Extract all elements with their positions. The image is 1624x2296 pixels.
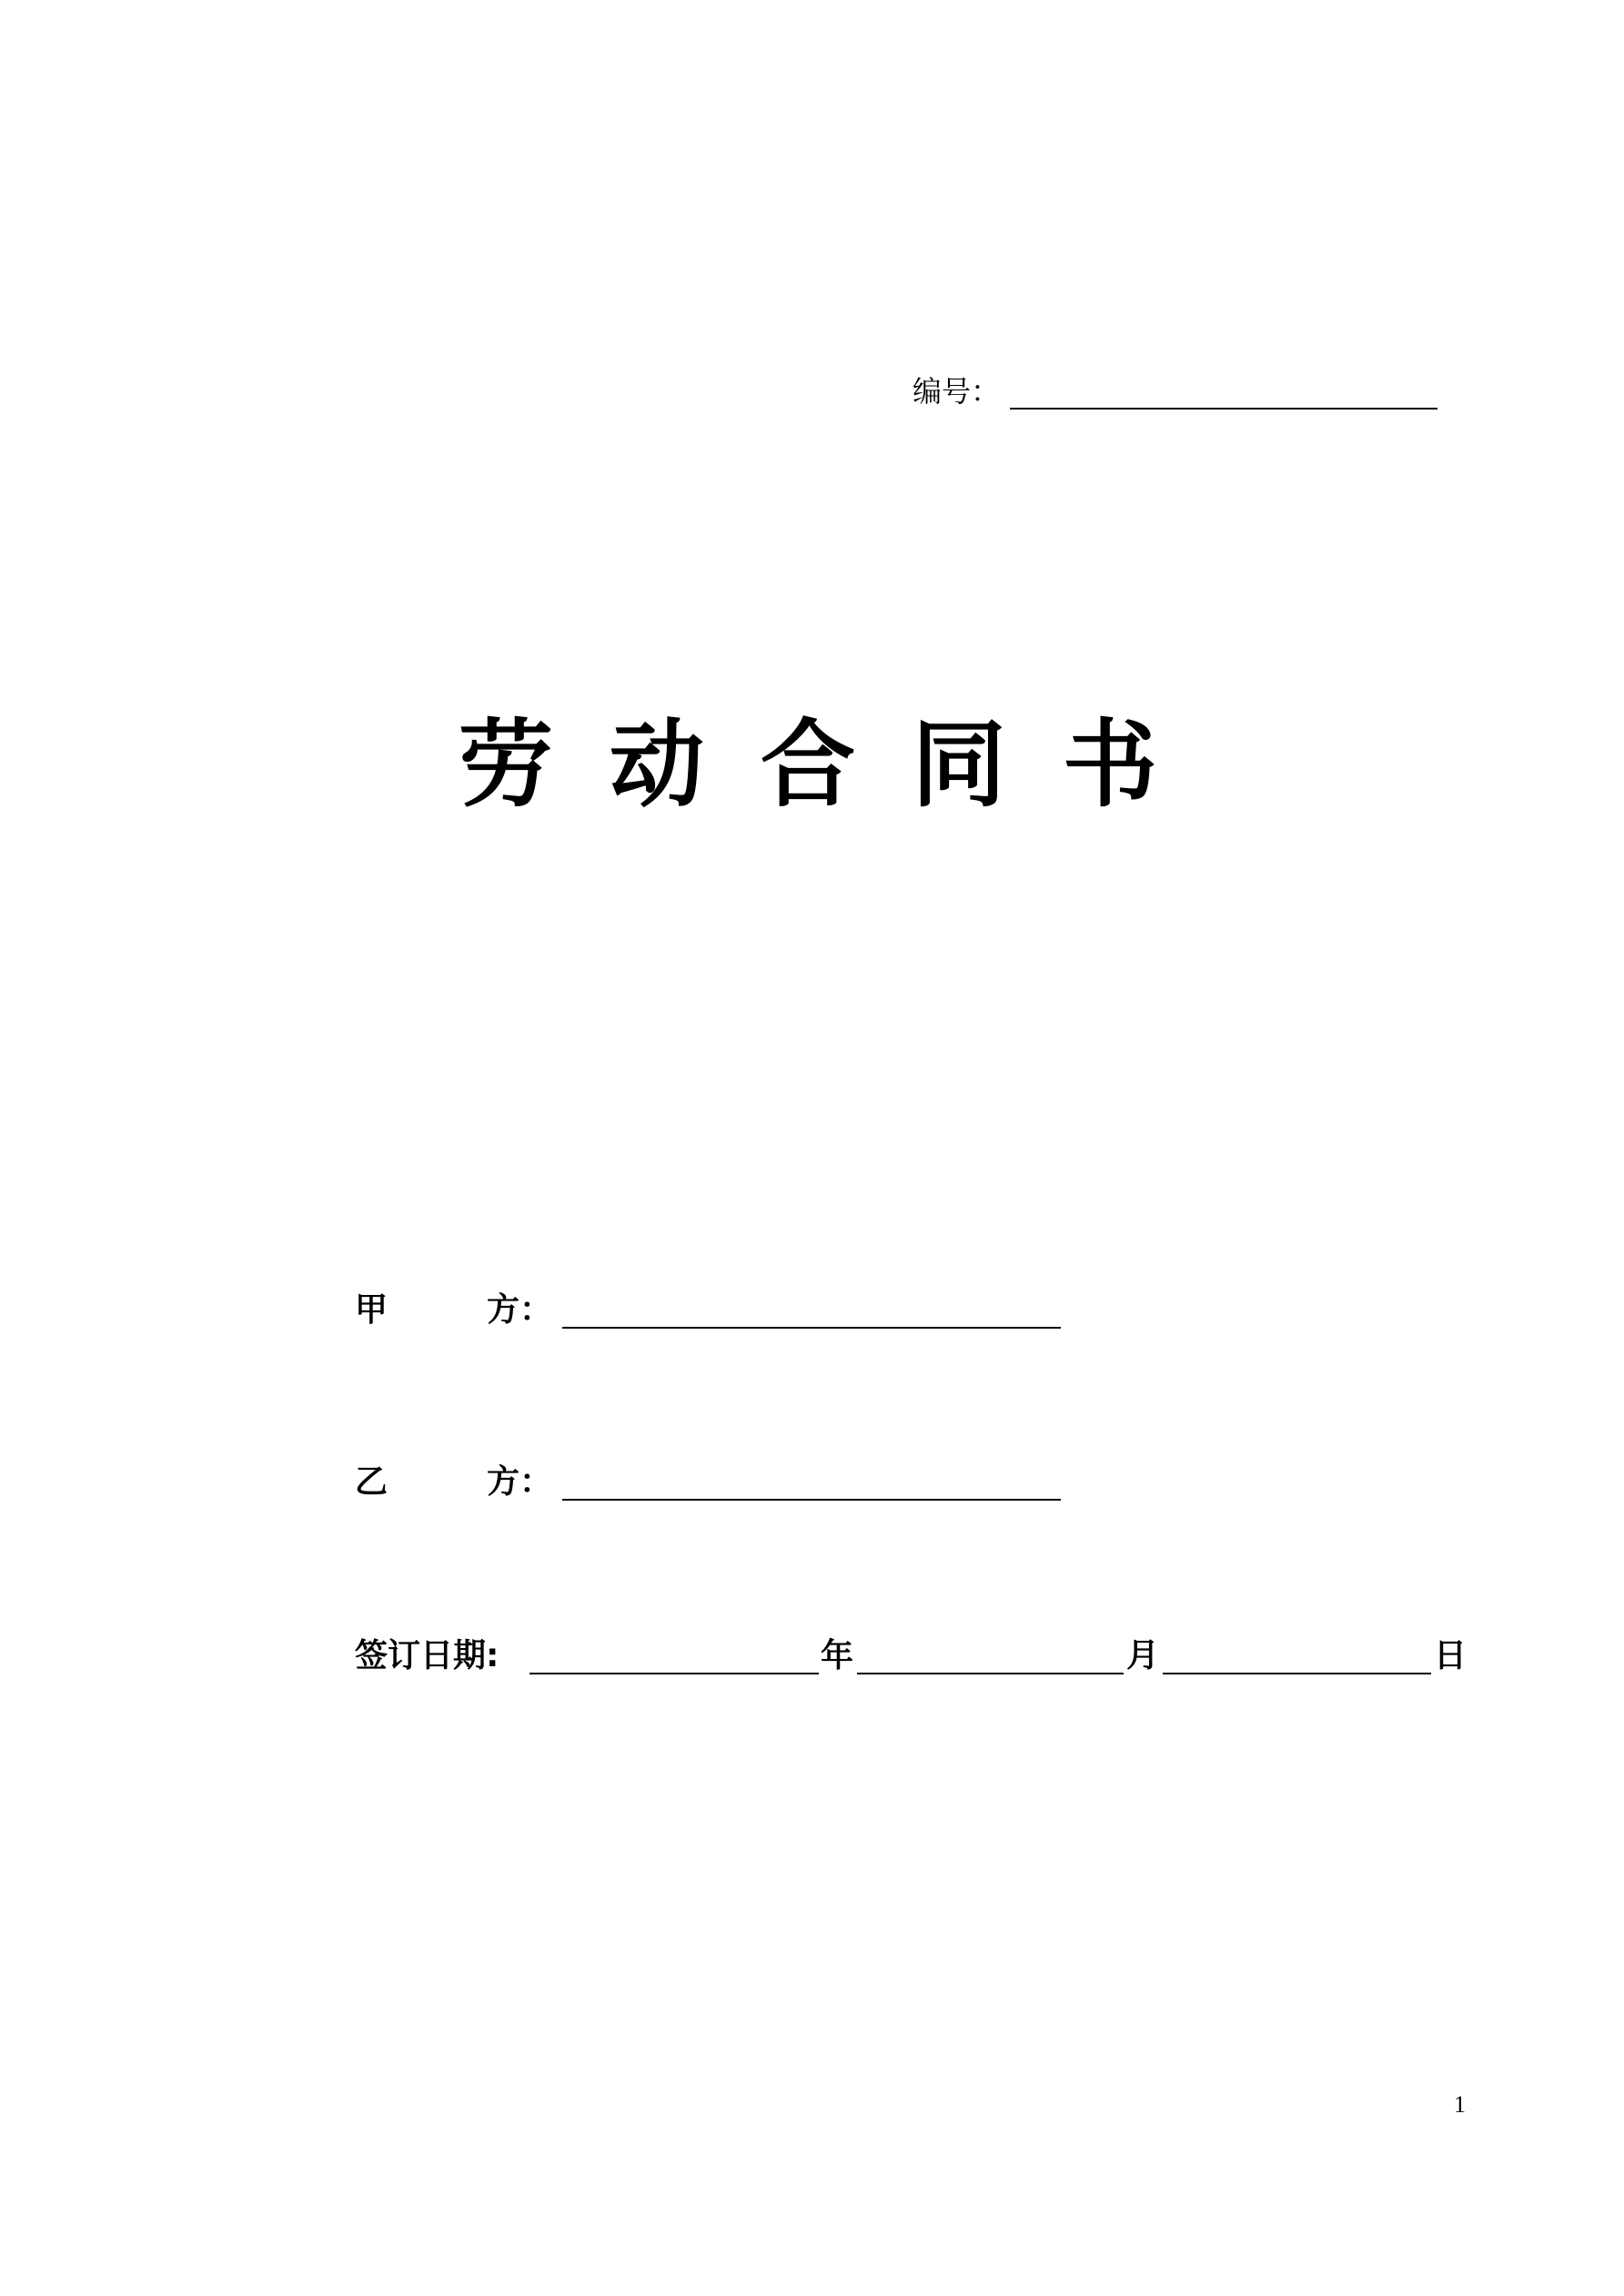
party-b-field[interactable] xyxy=(562,1499,1061,1501)
serial-number-field[interactable] xyxy=(1010,408,1437,410)
party-a-field[interactable] xyxy=(562,1327,1061,1329)
party-b-label-char: 乙 xyxy=(355,1463,388,1501)
signing-year-field[interactable] xyxy=(530,1673,819,1674)
party-b-label-suffix: 方： xyxy=(487,1463,553,1501)
signing-date-label: 签订日期: xyxy=(355,1637,499,1674)
serial-number-label: 编号： xyxy=(913,374,1001,409)
party-a-label-suffix: 方： xyxy=(487,1291,553,1329)
month-label: 月 xyxy=(1126,1637,1160,1674)
document-title: 劳动合同书 xyxy=(459,709,1215,820)
day-label: 日 xyxy=(1434,1637,1468,1674)
signing-day-field[interactable] xyxy=(1163,1673,1431,1674)
party-a-label-char: 甲 xyxy=(355,1291,388,1329)
year-label: 年 xyxy=(821,1637,854,1674)
signing-month-field[interactable] xyxy=(857,1673,1124,1674)
page-number: 1 xyxy=(1454,2091,1466,2118)
